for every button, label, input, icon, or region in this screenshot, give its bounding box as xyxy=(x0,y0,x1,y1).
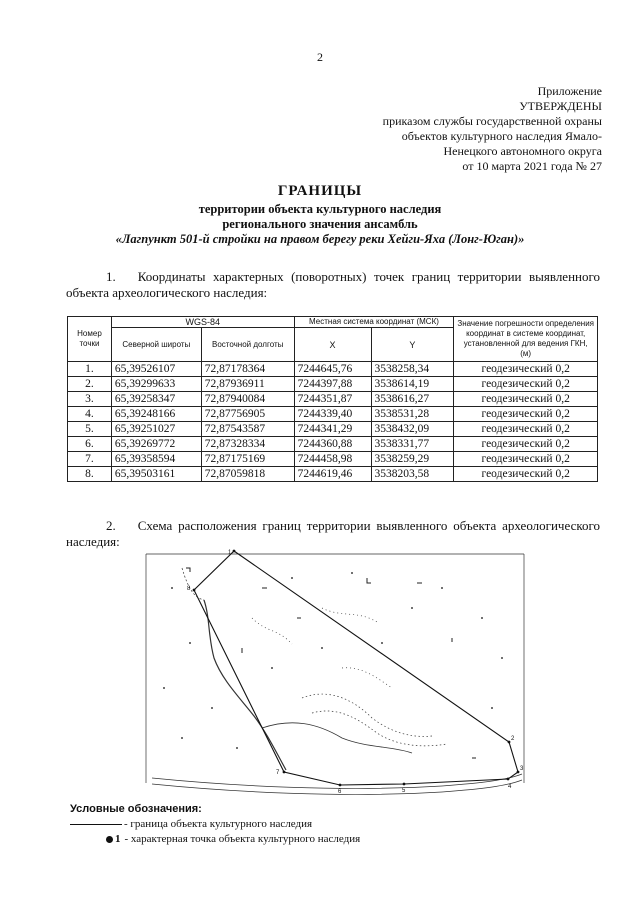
boundary-point xyxy=(508,741,511,744)
cell-point-number: 5. xyxy=(68,422,112,437)
cell-error: геодезический 0,2 xyxy=(454,392,598,407)
heritage-boundary-polygon xyxy=(194,551,518,785)
cell-longitude: 72,87940084 xyxy=(201,392,294,407)
boundary-point-label: 1 xyxy=(228,550,232,556)
cell-point-number: 3. xyxy=(68,392,112,407)
cell-x: 7244351,87 xyxy=(294,392,371,407)
vegetation-mark xyxy=(491,707,493,709)
cell-y: 3538531,28 xyxy=(371,407,454,422)
section-1-paragraph xyxy=(66,269,600,301)
vegetation-mark xyxy=(321,647,323,649)
vegetation-mark xyxy=(171,587,173,589)
cell-x: 7244339,40 xyxy=(294,407,371,422)
cell-error: геодезический 0,2 xyxy=(454,467,598,482)
header-longitude: Восточной долготы xyxy=(201,328,294,362)
table-row xyxy=(68,377,598,392)
boundary-point xyxy=(507,778,510,781)
table-row xyxy=(68,467,598,482)
cell-point-number: 4. xyxy=(68,407,112,422)
cell-y: 3538614,19 xyxy=(371,377,454,392)
document-heading xyxy=(0,183,640,247)
section-1-number: 1. xyxy=(106,269,116,284)
cell-x: 7244341,29 xyxy=(294,422,371,437)
boundary-point-label: 7 xyxy=(276,770,280,776)
legend-point-text: - характерная точка объекта культурного наследия xyxy=(124,833,361,845)
section-1-text: Координаты характерных (поворотных) точек границ территории выявленного объекта археологического наследия: xyxy=(66,269,600,300)
boundary-point xyxy=(403,783,406,786)
cell-x: 7244458,98 xyxy=(294,452,371,467)
boundary-point-label: 4 xyxy=(508,784,512,790)
table-row xyxy=(68,422,598,437)
boundary-point-label: 8 xyxy=(187,586,191,592)
section-2-number: 2. xyxy=(106,518,116,533)
cell-longitude: 72,87178364 xyxy=(201,362,294,377)
cell-x: 7244619,46 xyxy=(294,467,371,482)
cell-y: 3538203,58 xyxy=(371,467,454,482)
map-terrain xyxy=(146,554,524,794)
coordinates-table xyxy=(67,316,598,482)
section-2-text: Схема расположения границ территории выявленного объекта археологического наследия: xyxy=(66,518,600,549)
trail-line xyxy=(262,723,412,753)
approval-line-objects: объектов культурного наследия Ямало- xyxy=(401,129,602,143)
section-2-paragraph xyxy=(66,518,600,550)
cell-x: 7244360,88 xyxy=(294,437,371,452)
vegetation-marks xyxy=(163,572,503,749)
header-latitude: Северной широты xyxy=(111,328,201,362)
cell-latitude: 65,39251027 xyxy=(111,422,201,437)
table-row xyxy=(68,392,598,407)
trail-line xyxy=(204,600,286,770)
boundary-point xyxy=(283,771,286,774)
relief-contour xyxy=(322,608,377,622)
cell-longitude: 72,87936911 xyxy=(201,377,294,392)
legend-row-boundary xyxy=(70,817,360,832)
boundary-point xyxy=(233,550,236,553)
cell-y: 3538331,77 xyxy=(371,437,454,452)
cell-longitude: 72,87328334 xyxy=(201,437,294,452)
legend-row-point xyxy=(70,832,360,847)
cell-latitude: 65,39269772 xyxy=(111,437,201,452)
cell-point-number: 7. xyxy=(68,452,112,467)
vegetation-mark xyxy=(236,747,238,749)
relief-contour xyxy=(252,618,292,644)
table-row xyxy=(68,452,598,467)
approval-block xyxy=(383,84,602,174)
vegetation-mark xyxy=(271,667,273,669)
table-row xyxy=(68,437,598,452)
vegetation-mark xyxy=(181,737,183,739)
heading-line-regional: регионального значения ансамбль xyxy=(222,217,418,231)
header-x: X xyxy=(294,328,371,362)
cell-y: 3538432,09 xyxy=(371,422,454,437)
vegetation-mark xyxy=(189,642,191,644)
cell-y: 3538258,34 xyxy=(371,362,454,377)
vegetation-mark xyxy=(411,607,413,609)
cell-latitude: 65,39526107 xyxy=(111,362,201,377)
cell-y: 3538616,27 xyxy=(371,392,454,407)
building-mark xyxy=(186,568,190,572)
relief-contour xyxy=(342,668,392,688)
boundary-point xyxy=(193,589,196,592)
table-row xyxy=(68,407,598,422)
cell-latitude: 65,39503161 xyxy=(111,467,201,482)
header-point-number: Номер точки xyxy=(68,317,112,362)
approval-line-appendix: Приложение xyxy=(537,84,602,98)
cell-latitude: 65,39258347 xyxy=(111,392,201,407)
page-number: 2 xyxy=(317,50,323,64)
header-wgs84: WGS-84 xyxy=(111,317,294,328)
boundary-point-label: 6 xyxy=(338,789,342,795)
cell-error: геодезический 0,2 xyxy=(454,362,598,377)
legend-point-number: 1 xyxy=(115,833,121,845)
cell-x: 7244397,88 xyxy=(294,377,371,392)
approval-line-date: от 10 марта 2021 года № 27 xyxy=(462,159,602,173)
header-msk: Местная система координат (МСК) xyxy=(294,317,454,328)
cell-longitude: 72,87543587 xyxy=(201,422,294,437)
vegetation-mark xyxy=(441,587,443,589)
vegetation-mark xyxy=(291,577,293,579)
legend-boundary-line-icon xyxy=(70,824,122,825)
table-row xyxy=(68,362,598,377)
legend-boundary-text: - граница объекта культурного наследия xyxy=(124,818,313,830)
vegetation-mark xyxy=(351,572,353,574)
cell-point-number: 8. xyxy=(68,467,112,482)
vegetation-mark xyxy=(163,687,165,689)
vegetation-mark xyxy=(211,707,213,709)
legend-point-dot-icon xyxy=(106,836,113,843)
river-bank-line xyxy=(152,780,522,794)
boundary-point-label: 5 xyxy=(402,788,406,794)
heading-line-territory: территории объекта культурного наследия xyxy=(198,202,442,216)
boundary-point-label: 2 xyxy=(511,736,515,742)
approval-line-okrug: Ненецкого автономного округа xyxy=(443,144,602,158)
cell-latitude: 65,39299633 xyxy=(111,377,201,392)
boundary-point xyxy=(517,771,520,774)
vegetation-mark xyxy=(501,657,503,659)
cell-error: геодезический 0,2 xyxy=(454,422,598,437)
cell-point-number: 1. xyxy=(68,362,112,377)
boundary-point xyxy=(339,784,342,787)
cell-error: геодезический 0,2 xyxy=(454,452,598,467)
map-legend xyxy=(70,802,360,847)
cell-latitude: 65,39358594 xyxy=(111,452,201,467)
header-error: Значение погрешности определения координат в системе координат, установленной для ведения ГКН, (м) xyxy=(454,317,598,362)
cell-error: геодезический 0,2 xyxy=(454,437,598,452)
approval-line-approved: УТВЕРЖДЕНЫ xyxy=(519,99,602,113)
boundary-point-label: 3 xyxy=(520,766,524,772)
cell-point-number: 2. xyxy=(68,377,112,392)
building-mark xyxy=(367,578,371,583)
relief-contour xyxy=(302,694,432,736)
header-y: Y xyxy=(371,328,454,362)
cell-point-number: 6. xyxy=(68,437,112,452)
cell-longitude: 72,87756905 xyxy=(201,407,294,422)
heading-title: ГРАНИЦЫ xyxy=(277,183,363,199)
boundary-scheme-map xyxy=(142,548,532,798)
heading-line-ensemble: «Лагпункт 501-й стройки на правом берегу реки Хейги-Яха (Лонг-Юган)» xyxy=(115,232,525,246)
cell-longitude: 72,87175169 xyxy=(201,452,294,467)
cell-longitude: 72,87059818 xyxy=(201,467,294,482)
vegetation-mark xyxy=(481,617,483,619)
cell-error: геодезический 0,2 xyxy=(454,377,598,392)
legend-title: Условные обозначения: xyxy=(70,803,202,815)
vegetation-mark xyxy=(381,642,383,644)
cell-x: 7244645,76 xyxy=(294,362,371,377)
cell-error: геодезический 0,2 xyxy=(454,407,598,422)
relief-contour xyxy=(312,711,447,746)
approval-line-order: приказом службы государственной охраны xyxy=(382,114,602,128)
cell-y: 3538259,29 xyxy=(371,452,454,467)
cell-latitude: 65,39248166 xyxy=(111,407,201,422)
